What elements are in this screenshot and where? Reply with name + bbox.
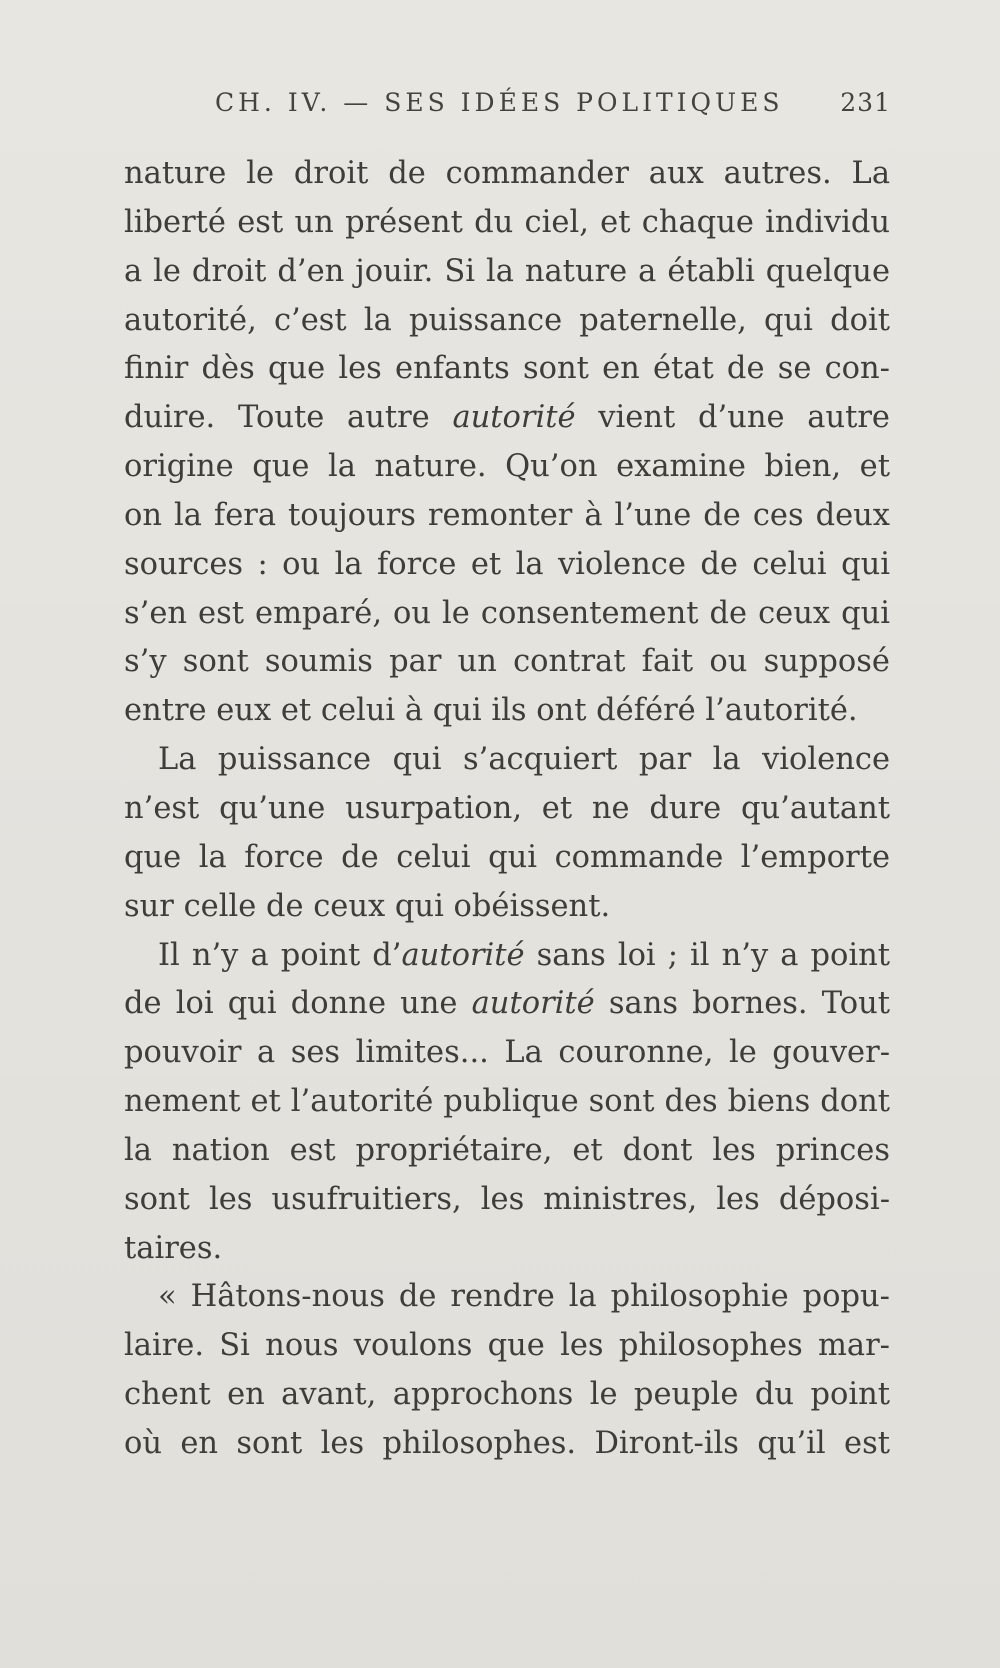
text-segment: duire. Toute autre	[124, 400, 453, 436]
text-line: pouvoir a ses limites... La couronne, le gouver-	[124, 1035, 890, 1071]
italic-word: autorité	[401, 937, 525, 973]
running-title: CH. IV. — SES IDÉES POLITIQUES	[215, 88, 784, 117]
text-line: taires.	[124, 1230, 223, 1266]
text-segment: sans bornes. Tout	[594, 986, 891, 1022]
text-line: où en sont les philosophes. Diront-ils qu’il est	[124, 1425, 890, 1461]
text-line: finir dès que les enfants sont en état de se con-	[124, 351, 890, 387]
text-line: liberté est un présent du ciel, et chaque individu	[124, 204, 890, 240]
text-line: origine que la nature. Qu’on examine bien, et	[124, 449, 890, 485]
text-line: sources : ou la force et la violence de celui qui	[124, 546, 890, 582]
paragraph-first-line: La puissance qui s’acquiert par la violence	[158, 742, 890, 778]
paragraph-first-line	[124, 932, 890, 981]
text-line: que la force de celui qui commande l’emporte	[124, 839, 890, 875]
text-line: la nation est propriétaire, et dont les princes	[124, 1132, 890, 1168]
text-line: nement et l’autorité publique sont des biens dont	[124, 1084, 890, 1120]
text-line: a le droit d’en jouir. Si la nature a établi quelque	[124, 253, 890, 289]
text-line: sont les usufruitiers, les ministres, les déposi-	[124, 1181, 890, 1217]
text-line: autorité, c’est la puissance paternelle, qui doit	[124, 302, 890, 338]
italic-word: autorité	[471, 986, 595, 1022]
text-line: s’y sont soumis par un contrat fait ou supposé	[124, 644, 890, 680]
text-line: on la fera toujours remonter à l’une de ces deux	[124, 497, 890, 533]
text-line	[124, 394, 890, 443]
page-number: 231	[840, 88, 891, 117]
text-line	[124, 980, 890, 1029]
text-segment: Il n’y a point d’	[158, 937, 402, 973]
text-line: n’est qu’une usurpation, et ne dure qu’autant	[124, 790, 890, 826]
text-line: entre eux et celui à qui ils ont déféré l’autorité.	[124, 693, 858, 729]
running-head	[215, 88, 891, 128]
paragraph-first-line: « Hâtons-nous de rendre la philosophie popu-	[158, 1279, 890, 1315]
body-text	[124, 150, 890, 1469]
text-line: chent en avant, approchons le peuple du point	[124, 1377, 890, 1413]
text-line: sur celle de ceux qui obéissent.	[124, 888, 611, 924]
text-segment: vient d’une autre	[575, 400, 890, 436]
text-line: s’en est emparé, ou le consentement de ceux qui	[124, 595, 890, 631]
text-line: nature le droit de commander aux autres. La	[124, 156, 890, 191]
text-segment: de loi qui donne une	[124, 986, 472, 1022]
text-segment: sans loi ; il n’y a point	[524, 937, 890, 973]
text-line: laire. Si nous voulons que les philosophes mar-	[124, 1328, 890, 1364]
italic-word: autorité	[452, 400, 576, 436]
